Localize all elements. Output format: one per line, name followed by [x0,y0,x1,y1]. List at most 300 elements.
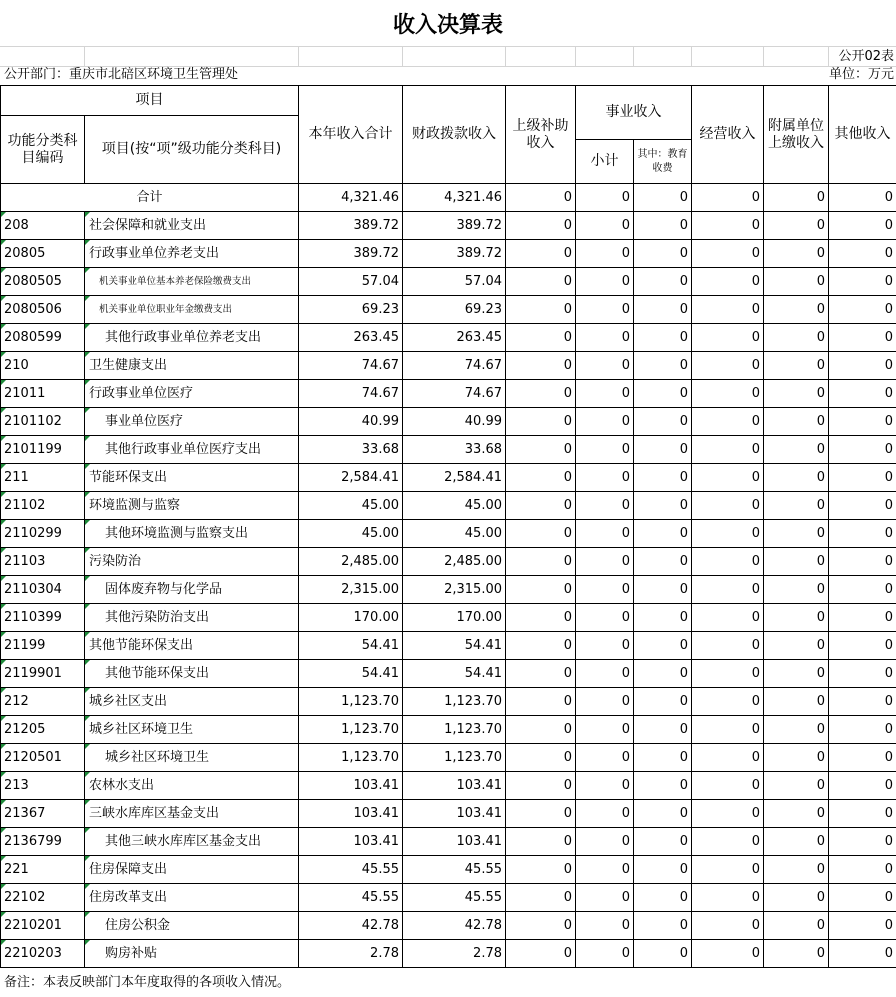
value-cell: 2,315.00 [403,576,506,604]
value-cell: 0 [634,632,692,660]
value-cell: 0 [634,436,692,464]
value-cell: 0 [634,912,692,940]
value-cell: 74.67 [403,352,506,380]
value-cell: 0 [506,212,576,240]
total-cell: 0 [634,184,692,212]
table-row [1,212,896,240]
header-total-income: 本年收入合计 [299,86,403,184]
value-cell: 0 [506,548,576,576]
value-cell: 0 [634,772,692,800]
value-cell: 0 [692,352,764,380]
header-operating-income: 经营收入 [692,86,764,184]
table-row [1,408,896,436]
value-cell: 0 [829,940,896,968]
value-cell: 45.55 [299,856,403,884]
function-code-cell: 211 [1,464,85,492]
item-name-cell: 其他节能环保支出 [85,632,299,660]
value-cell: 40.99 [299,408,403,436]
value-cell: 0 [576,744,634,772]
income-table [0,85,896,968]
value-cell: 0 [764,436,829,464]
header-affiliated-income: 附属单位上缴收入 [764,86,829,184]
item-name-cell: 机关事业单位职业年金缴费支出 [85,296,299,324]
value-cell: 0 [634,240,692,268]
value-cell: 389.72 [403,240,506,268]
value-cell: 103.41 [299,828,403,856]
value-cell: 0 [506,380,576,408]
value-cell: 0 [634,408,692,436]
item-name-cell: 城乡社区环境卫生 [85,716,299,744]
value-cell: 0 [506,492,576,520]
value-cell: 33.68 [403,436,506,464]
value-cell: 0 [764,856,829,884]
value-cell: 0 [829,856,896,884]
value-cell: 0 [506,772,576,800]
value-cell: 0 [692,856,764,884]
value-cell: 0 [829,240,896,268]
item-name-cell: 其他行政事业单位医疗支出 [85,436,299,464]
value-cell: 0 [506,324,576,352]
table-row [1,660,896,688]
header-project: 项目 [1,86,299,116]
value-cell: 0 [829,548,896,576]
value-cell: 0 [764,576,829,604]
value-cell: 1,123.70 [299,744,403,772]
value-cell: 0 [576,436,634,464]
value-cell: 0 [506,408,576,436]
value-cell: 0 [692,940,764,968]
value-cell: 0 [692,464,764,492]
value-cell: 0 [692,492,764,520]
value-cell: 2,485.00 [299,548,403,576]
value-cell: 0 [506,912,576,940]
table-row [1,436,896,464]
value-cell: 0 [829,268,896,296]
value-cell: 0 [764,548,829,576]
total-row [1,184,896,212]
table-row [1,688,896,716]
value-cell: 0 [764,408,829,436]
value-cell: 0 [692,380,764,408]
value-cell: 0 [634,800,692,828]
table-row [1,464,896,492]
total-cell: 4,321.46 [299,184,403,212]
value-cell: 0 [634,856,692,884]
table-row [1,856,896,884]
value-cell: 0 [576,520,634,548]
table-row [1,492,896,520]
table-row [1,884,896,912]
value-cell: 0 [634,380,692,408]
value-cell: 0 [576,240,634,268]
table-row [1,576,896,604]
value-cell: 0 [829,912,896,940]
value-cell: 0 [829,660,896,688]
item-name-cell: 行政事业单位养老支出 [85,240,299,268]
item-name-cell: 其他行政事业单位养老支出 [85,324,299,352]
value-cell: 103.41 [403,828,506,856]
item-name-cell: 其他节能环保支出 [85,660,299,688]
value-cell: 0 [634,464,692,492]
value-cell: 0 [576,772,634,800]
value-cell: 69.23 [403,296,506,324]
value-cell: 0 [764,688,829,716]
value-cell: 0 [764,380,829,408]
value-cell: 1,123.70 [403,716,506,744]
total-cell: 0 [576,184,634,212]
item-name-cell: 住房公积金 [85,912,299,940]
value-cell: 0 [576,380,634,408]
value-cell: 74.67 [299,352,403,380]
value-cell: 0 [634,520,692,548]
function-code-cell: 21205 [1,716,85,744]
value-cell: 0 [764,352,829,380]
value-cell: 0 [576,688,634,716]
value-cell: 42.78 [299,912,403,940]
total-cell: 0 [692,184,764,212]
sheet-title: 收入决算表 [392,12,503,38]
value-cell: 0 [692,408,764,436]
value-cell: 69.23 [299,296,403,324]
value-cell: 0 [692,884,764,912]
function-code-cell: 2210201 [1,912,85,940]
function-code-cell: 2080599 [1,324,85,352]
table-row [1,912,896,940]
function-code-cell: 2080506 [1,296,85,324]
function-code-cell: 21199 [1,632,85,660]
value-cell: 0 [764,492,829,520]
value-cell: 0 [576,912,634,940]
item-name-cell: 社会保障和就业支出 [85,212,299,240]
value-cell: 0 [829,828,896,856]
value-cell: 0 [506,744,576,772]
value-cell: 0 [576,800,634,828]
total-cell: 0 [506,184,576,212]
value-cell: 0 [692,604,764,632]
function-code-cell: 2136799 [1,828,85,856]
value-cell: 0 [829,576,896,604]
value-cell: 103.41 [403,800,506,828]
value-cell: 0 [692,212,764,240]
total-cell: 4,321.46 [403,184,506,212]
value-cell: 54.41 [299,660,403,688]
value-cell: 0 [692,548,764,576]
value-cell: 1,123.70 [299,716,403,744]
value-cell: 0 [634,660,692,688]
table-row [1,716,896,744]
value-cell: 0 [506,940,576,968]
value-cell: 0 [829,520,896,548]
value-cell: 0 [506,828,576,856]
item-name-cell: 三峡水库库区基金支出 [85,800,299,828]
value-cell: 0 [692,828,764,856]
function-code-cell: 21011 [1,380,85,408]
value-cell: 45.00 [299,520,403,548]
header-other-income: 其他收入 [829,86,896,184]
function-code-cell: 208 [1,212,85,240]
value-cell: 1,123.70 [299,688,403,716]
value-cell: 2,584.41 [403,464,506,492]
value-cell: 45.00 [299,492,403,520]
value-cell: 54.41 [403,632,506,660]
table-row [1,352,896,380]
value-cell: 0 [576,296,634,324]
value-cell: 0 [506,716,576,744]
unit-label: 单位：万元 [828,67,894,82]
value-cell: 74.67 [403,380,506,408]
table-row [1,772,896,800]
item-name-cell: 行政事业单位医疗 [85,380,299,408]
value-cell: 0 [764,324,829,352]
value-cell: 0 [692,520,764,548]
value-cell: 0 [506,632,576,660]
value-cell: 2,315.00 [299,576,403,604]
value-cell: 0 [829,716,896,744]
value-cell: 0 [634,212,692,240]
value-cell: 0 [634,940,692,968]
value-cell: 0 [506,688,576,716]
value-cell: 0 [692,296,764,324]
value-cell: 45.55 [403,856,506,884]
table-row [1,604,896,632]
item-name-cell: 机关事业单位基本养老保险缴费支出 [85,268,299,296]
value-cell: 0 [764,884,829,912]
value-cell: 0 [829,212,896,240]
total-cell: 0 [829,184,896,212]
item-name-cell: 城乡社区环境卫生 [85,744,299,772]
value-cell: 0 [829,436,896,464]
value-cell: 57.04 [299,268,403,296]
function-code-cell: 210 [1,352,85,380]
value-cell: 0 [576,464,634,492]
value-cell: 0 [506,436,576,464]
value-cell: 0 [764,296,829,324]
value-cell: 54.41 [403,660,506,688]
table-row [1,324,896,352]
value-cell: 0 [764,632,829,660]
value-cell: 57.04 [403,268,506,296]
value-cell: 0 [764,604,829,632]
value-cell: 0 [506,856,576,884]
item-name-cell: 环境监测与监察 [85,492,299,520]
function-code-cell: 21102 [1,492,85,520]
value-cell: 0 [576,212,634,240]
function-code-cell: 2120501 [1,744,85,772]
item-name-cell: 事业单位医疗 [85,408,299,436]
header-business-subtotal: 小计 [576,140,634,184]
value-cell: 42.78 [403,912,506,940]
header-item-name: 项目(按“项”级功能分类科目) [85,116,299,184]
value-cell: 0 [829,772,896,800]
function-code-cell: 2110299 [1,520,85,548]
table-row [1,800,896,828]
function-code-cell: 22102 [1,884,85,912]
value-cell: 0 [576,856,634,884]
value-cell: 0 [634,548,692,576]
value-cell: 389.72 [403,212,506,240]
table-row [1,548,896,576]
value-cell: 263.45 [299,324,403,352]
value-cell: 74.67 [299,380,403,408]
value-cell: 170.00 [403,604,506,632]
value-cell: 0 [764,800,829,828]
value-cell: 0 [764,212,829,240]
item-name-cell: 住房保障支出 [85,856,299,884]
item-name-cell: 城乡社区支出 [85,688,299,716]
value-cell: 0 [692,268,764,296]
total-label: 合计 [1,184,299,212]
value-cell: 0 [506,576,576,604]
value-cell: 103.41 [299,772,403,800]
value-cell: 0 [692,772,764,800]
value-cell: 0 [576,716,634,744]
header-fiscal-income: 财政拨款收入 [403,86,506,184]
value-cell: 45.00 [403,520,506,548]
value-cell: 45.55 [299,884,403,912]
value-cell: 0 [764,716,829,744]
value-cell: 0 [576,352,634,380]
value-cell: 0 [634,828,692,856]
function-code-cell: 2210203 [1,940,85,968]
value-cell: 0 [576,604,634,632]
table-row [1,828,896,856]
value-cell: 0 [576,408,634,436]
total-cell: 0 [764,184,829,212]
item-name-cell: 其他环境监测与监察支出 [85,520,299,548]
value-cell: 0 [576,576,634,604]
value-cell: 1,123.70 [403,688,506,716]
header-func-code: 功能分类科目编码 [1,116,85,184]
value-cell: 0 [634,576,692,604]
table-body [1,184,896,968]
item-name-cell: 其他污染防治支出 [85,604,299,632]
value-cell: 45.00 [403,492,506,520]
value-cell: 0 [576,884,634,912]
value-cell: 0 [634,268,692,296]
value-cell: 0 [764,240,829,268]
function-code-cell: 2110399 [1,604,85,632]
item-name-cell: 住房改革支出 [85,884,299,912]
value-cell: 0 [576,324,634,352]
value-cell: 0 [634,296,692,324]
value-cell: 0 [764,520,829,548]
value-cell: 0 [692,660,764,688]
value-cell: 0 [692,800,764,828]
value-cell: 0 [829,380,896,408]
value-cell: 0 [692,716,764,744]
department-label: 公开部门：重庆市北碚区环境卫生管理处 [4,67,239,82]
item-name-cell: 卫生健康支出 [85,352,299,380]
value-cell: 263.45 [403,324,506,352]
value-cell: 2,584.41 [299,464,403,492]
value-cell: 0 [829,884,896,912]
function-code-cell: 212 [1,688,85,716]
value-cell: 0 [634,716,692,744]
value-cell: 0 [576,268,634,296]
value-cell: 0 [829,744,896,772]
function-code-cell: 221 [1,856,85,884]
value-cell: 40.99 [403,408,506,436]
value-cell: 0 [829,632,896,660]
table-code: 公开02表 [838,49,894,64]
value-cell: 0 [829,800,896,828]
item-name-cell: 农林水支出 [85,772,299,800]
value-cell: 0 [692,324,764,352]
item-name-cell: 污染防治 [85,548,299,576]
value-cell: 0 [576,828,634,856]
function-code-cell: 21367 [1,800,85,828]
value-cell: 0 [692,240,764,268]
value-cell: 0 [829,352,896,380]
value-cell: 0 [692,576,764,604]
value-cell: 0 [506,240,576,268]
value-cell: 0 [506,352,576,380]
value-cell: 0 [506,660,576,688]
table-row [1,632,896,660]
value-cell: 0 [764,828,829,856]
value-cell: 389.72 [299,212,403,240]
value-cell: 0 [692,436,764,464]
value-cell: 0 [692,744,764,772]
value-cell: 2,485.00 [403,548,506,576]
value-cell: 0 [764,940,829,968]
value-cell: 2.78 [299,940,403,968]
table-row [1,240,896,268]
table-row [1,520,896,548]
value-cell: 103.41 [403,772,506,800]
value-cell: 0 [506,520,576,548]
value-cell: 0 [576,940,634,968]
function-code-cell: 21103 [1,548,85,576]
value-cell: 0 [764,912,829,940]
function-code-cell: 2080505 [1,268,85,296]
value-cell: 0 [829,464,896,492]
item-name-cell: 节能环保支出 [85,464,299,492]
value-cell: 0 [692,688,764,716]
item-name-cell: 其他三峡水库库区基金支出 [85,828,299,856]
function-code-cell: 213 [1,772,85,800]
value-cell: 0 [692,912,764,940]
value-cell: 170.00 [299,604,403,632]
function-code-cell: 2119901 [1,660,85,688]
value-cell: 0 [506,604,576,632]
table-row [1,296,896,324]
table-row [1,268,896,296]
value-cell: 2.78 [403,940,506,968]
value-cell: 54.41 [299,632,403,660]
value-cell: 0 [576,632,634,660]
value-cell: 0 [829,408,896,436]
value-cell: 0 [829,296,896,324]
value-cell: 0 [634,744,692,772]
value-cell: 0 [506,464,576,492]
value-cell: 0 [506,296,576,324]
value-cell: 0 [764,744,829,772]
table-row [1,380,896,408]
value-cell: 0 [764,772,829,800]
value-cell: 0 [634,492,692,520]
table-row [1,744,896,772]
value-cell: 0 [692,632,764,660]
table-header [1,86,896,184]
value-cell: 389.72 [299,240,403,268]
item-name-cell: 固体废弃物与化学品 [85,576,299,604]
value-cell: 0 [634,688,692,716]
function-code-cell: 2101199 [1,436,85,464]
header-business-income: 事业收入 [576,86,692,140]
value-cell: 0 [634,884,692,912]
function-code-cell: 2101102 [1,408,85,436]
